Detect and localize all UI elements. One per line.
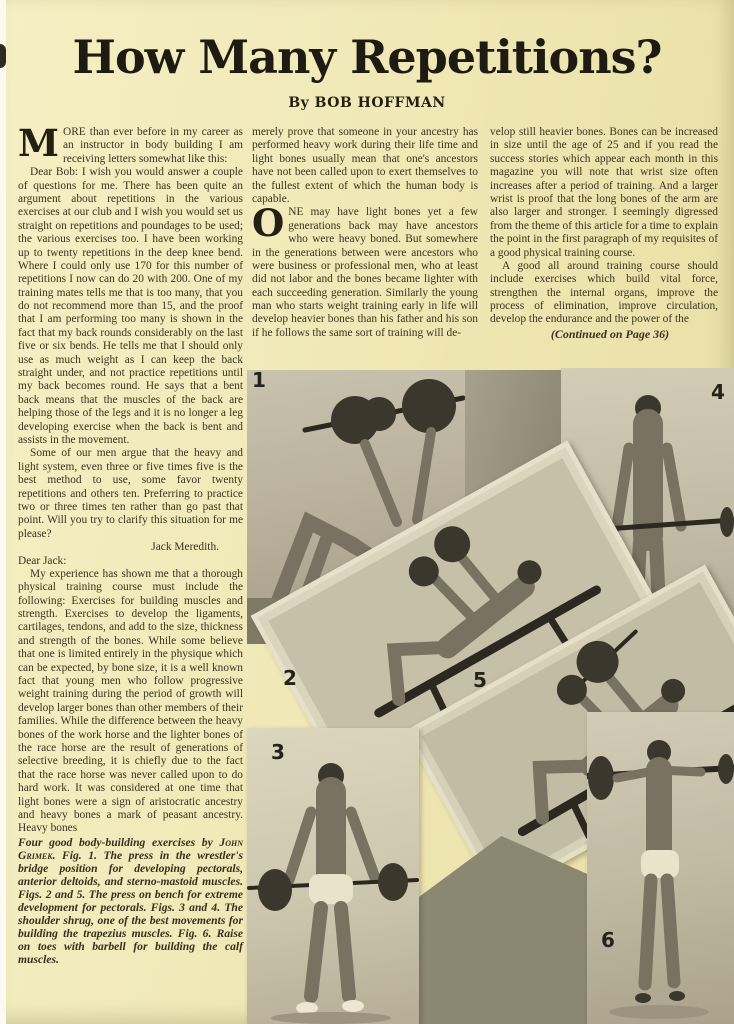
- text-column-2: [252, 126, 478, 340]
- figure-number-4: 4: [711, 380, 725, 404]
- figure-number-2: 2: [283, 666, 297, 690]
- text-column-3: [490, 126, 718, 341]
- paragraph: My experience has shown me that a thorough physical training course must include the following: Exercises for building muscles and strength. Exercises to develop the ligaments, cartilages, tendons, and add to the size, thickness and strength of the bones. While some believe that one is limited entirely in the physique which can be expected, by bone size, it is a well known fact that young men who follow progressive weight training during the period of growth will develop larger bones than other members of their families. While the difference between the heavy bones of the work horse and the lighter bones of the race horse are the result of generations of selective breeding, it is chiefly due to the fact that the race horse was never called upon to do hard work. It was considered at one time that light bones were a sign of aristocratic ancestry and heavy bones a mark of peasant ancestry. Heavy bones: [18, 567, 243, 835]
- article-title: How Many Repetitions?: [72, 30, 662, 84]
- exercise-photo-montage: [247, 368, 734, 1024]
- letter-salutation: Dear Jack:: [18, 554, 67, 567]
- shrug-rear-figure: [247, 728, 419, 1024]
- letter-signature: Jack Meredith.: [151, 541, 219, 554]
- figure-caption: [18, 836, 243, 966]
- paragraph: Dear Bob: I wish you would answer a couple of questions for me. There has been quite an argument about repetitions in the various exercises at our club and I wish you would set us straight on repetitions and poundages to be used; the various exercises too. I have been working up to twenty repetitions in the deep knee bend. Where I could only use 170 for this number of repetitions I now can do 20 with 200. One of my training mates tells me that is too many, that you do not recommend more than 15, and the proof that I am performing too many is shown in the fact that my back rounds considerably on the last five or six bends. He tells me that I should only use as much weight as I can keep the back straight under, and not practice repetitions until my back becomes round. He says that a bent back means that the muscles of the back are helping those of the legs and it is no longer a leg developing exercise when the back is bent and assists in the movement.: [18, 166, 243, 446]
- paragraph: [18, 121, 243, 166]
- figure-number-3: 3: [271, 740, 285, 764]
- photo-dark-floor: [415, 836, 595, 1024]
- caption-author-name: John Grimek: [18, 835, 243, 862]
- dropcap-o: O: [252, 201, 285, 246]
- text-column-1: [18, 121, 243, 966]
- figure-number-5: 5: [473, 668, 487, 692]
- calf-raise-figure: [587, 712, 734, 1024]
- paragraph: [252, 201, 478, 340]
- page-left-edge: [0, 0, 6, 1024]
- paragraph: A good all around training course should include exercises which build vital force, strengthen the internal organs, improve the process of elimination, improve circulation, develop the endurance and the power of the: [490, 259, 718, 326]
- caption-lead: Four good body-building exercises by: [18, 835, 220, 849]
- article-byline: By BOB HOFFMAN: [288, 95, 446, 111]
- paragraph: velop still heavier bones. Bones can be increased in size until the age of 25 and if you read the success stories which appear each month in this magazine you will note that wrist size often increases after a period of training. And a larger wrist is proof that the long bones of the arm are also larger and stronger. I seemingly digressed from the theme of this article for a time to explain the point in the first paragraph of my requisites of a good physical training course.: [490, 126, 718, 259]
- paragraph: merely prove that someone in your ancestry has performed heavy work during their life time and light bones usually mean that one's ancestors have not been called upon to exert themselves to the fullest extent of which the human body is capable.: [252, 126, 478, 205]
- figure-number-6: 6: [601, 928, 615, 952]
- figure-number-1: 1: [252, 368, 266, 392]
- paragraph-text: NE may have light bones yet a few generations back may have ancestors who were heavy boned. But somewhere in the generations between were ancestors who were business or professional men, who at least did not labor and the bones became lighter with each succeeding generation. Similarly the young man who starts weight training early in life will develop heavier bones than his father and his son if he follows the same sort of training will de-: [252, 206, 478, 339]
- caption-rest: . Fig. 1. The press in the wrestler's bridge position for developing pectorals, anterior deltoids, and sterno-mastoid muscles. Figs. 2 and 5. The press on bench for extreme development for pectorals. Figs. 3 and 4. The shoulder shrug, one of the best movements for building the trapezius muscles. Fig. 6. Raise on toes with barbell for building the calf muscles.: [18, 848, 243, 966]
- continued-notice: (Continued on Page 36): [550, 326, 670, 341]
- photo-fig3-shrug-rear: [247, 728, 419, 1024]
- dropcap-m: M: [18, 121, 59, 165]
- paragraph-text: ORE than ever before in my career as an instructor in body building I am receiving letters somewhat like this:: [62, 126, 243, 165]
- photo-fig6-calf-raise: [587, 712, 734, 1024]
- paragraph: Some of our men argue that the heavy and light system, even three or five times five is the best method to use, some favor twenty repetitions and others ten. Preferring to practice two or three times ten rather than go past that point. Will you try to clarify this situation for me please?: [18, 447, 243, 540]
